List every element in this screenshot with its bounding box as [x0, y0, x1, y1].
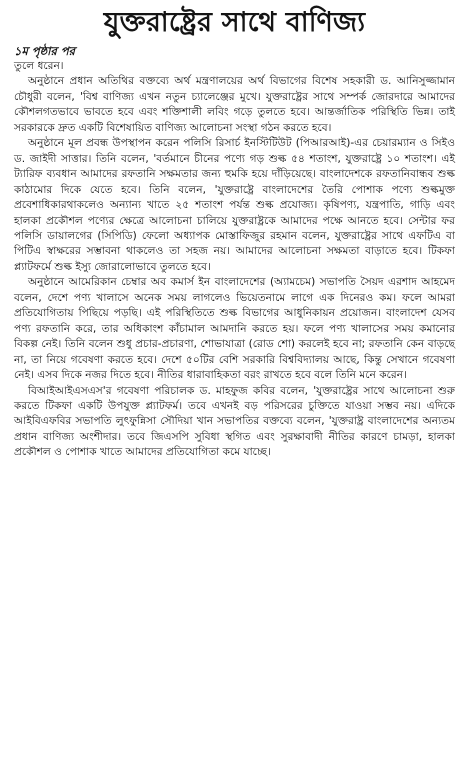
headline: যুক্তরাষ্ট্রের সাথে বাণিজ্য — [103, 7, 366, 38]
paragraph: তুলে ধরেন। — [14, 60, 64, 72]
paragraph: অনুষ্ঠানে আমেরিকান চেম্বার অব কমার্স ইন বাংলাদেশের (অ্যামচেম) সভাপতি সৈয়দ এরশাদ আহমেদ বলেন, দেশে পণ্য খালাসে অনেক সময় লাগলেও ভিয়েতনামে লাগে এক দিনেরও কম। ফলে আমরা প্রতিযোগিতায় পিছিয়ে পড়ছি। এই পরিস্থিতিতে শুল্ক বিভাগের আধুনিকায়ন প্রয়োজন। বাংলাদেশ যেসব পণ্য রফতানি করে, তার অধিকাংশ কাঁচামাল আমদানি করতে হয়। ফলে পণ্য খালাসের সময় কমানোর বিকল্প নেই। তিনি বলেন শুধু প্রচার-প্রচারণা, শোভাযাত্রা (রোড শো) করলেই হবে না; রফতানি কেন বাড়ছে না, তা নিয়ে গবেষণা করতে হবে। দেশে ৫০টির বেশি সরকারি বিশ্ববিদ্যালয় আছে, কিন্তু সেখানে গবেষণা নেই। এসব দিকে নজর দিতে হবে। নীতির ধারাবাহিকতা বরং রাখতে হবে বলে তিনি মনে করেন। — [14, 276, 455, 382]
continued-from-label: ১ম পৃষ্ঠার পর — [14, 44, 75, 58]
paragraph: বিআইআইএসএস'র গবেষণা পরিচালক ড. মাহফুজ কবির বলেন, 'যুক্তরাষ্ট্রের সাথে আলোচনা শুরু করতে টিকফা একটি উপযুক্ত প্ল্যাটফর্ম। তবে এখনই বড় পরিসরের চুক্তিতে যাওয়া সম্ভব নয়। এদিকে আইবিএফবির সভাপতি লুৎফুন্নিসা সৌদিয়া খান সভাপতির বক্তব্যে বলেন, 'যুক্তরাষ্ট্র বাংলাদেশের অন্যতম প্রধান বাণিজ্য অংশীদার। তবে জিএসপি সুবিধা স্থগিত এবং সুরক্ষাবাদী নীতির কারণে চামড়া, হালকা প্রকৌশল ও পোশাক খাতে আমাদের প্রতিযোগিতা কমে যাচ্ছে। — [14, 384, 455, 459]
article-body — [14, 59, 455, 461]
paragraph: অনুষ্ঠানে মূল প্রবন্ধ উপস্থাপন করেন পলিসি রিসার্চ ইনস্টিটিউট (পিআরআই)-এর চেয়ারম্যান ও সিইও ড. জাইদী সাত্তার। তিনি বলেন, 'বর্তমানে চীনের পণ্যে গড় শুল্ক ৫৪ শতাংশ, যুক্তরাষ্ট্রে ১০ শতাংশ। এই ট্যারিফ ব্যবধান আমাদের রফতানি সক্ষমতার জন্য হুমকি হয়ে দাঁড়িয়েছে। বাংলাদেশকে রফতানিবান্ধব শুল্ক কাঠামোর দিকে যেতে হবে। তিনি বলেন, 'যুক্তরাষ্ট্রে বাংলাদেশের তৈরি পোশাক পণ্যে শুল্কমুক্ত প্রবেশাধিকারথাকলেও অন্যান্য খাতে ২৫ শতাংশ পর্যন্ত শুল্ক প্রযোজ্য। কৃষিপণ্য, যন্ত্রপাতি, গাড়ি এবং হালকা প্রকৌশল পণ্যের ক্ষেত্রে আলোচনা চালিয়ে যুক্তরাষ্ট্রকে আমাদের পক্ষে আনতে হবে। সেন্টার ফর পলিসি ডায়ালগের (সিপিডি) ফেলো অধ্যাপক মোস্তাফিজুর রহমান বলেন, যুক্তরাষ্ট্রের সাথে এফটিএ বা পিটিএ স্বাক্ষরের সম্ভাবনা থাকলেও তা সহজ নয়। আমাদের আলোচনা সক্ষমতা বাড়াতে হবে। টিকফা প্ল্যাটফর্মে শুল্ক ইস্যু জোরালোভাবে তুলতে হবে। — [14, 137, 455, 273]
paragraph: অনুষ্ঠানে প্রধান অতিথির বক্তব্যে অর্থ মন্ত্রণালয়ের অর্থ বিভাগের বিশেষ সহকারী ড. আনিসুজ্জামান চৌধুরী বলেন, 'বিশ্ব বাণিজ্য এখন নতুন চ্যালেঞ্জের মুখে। যুক্তরাষ্ট্রের সাথে সম্পর্ক জোরদারে আমাদের কৌশলগতভাবে ভাবতে হবে এবং শক্তিশালী লবিং গড়ে তুলতে হবে। আন্তর্জাতিক পরিস্থিতি ভিন্ন। তাই সরকারকে দ্রুত একটি বিশেষায়িত বাণিজ্য আলোচনা সংস্থা গঠন করতে হবে। — [14, 75, 455, 134]
